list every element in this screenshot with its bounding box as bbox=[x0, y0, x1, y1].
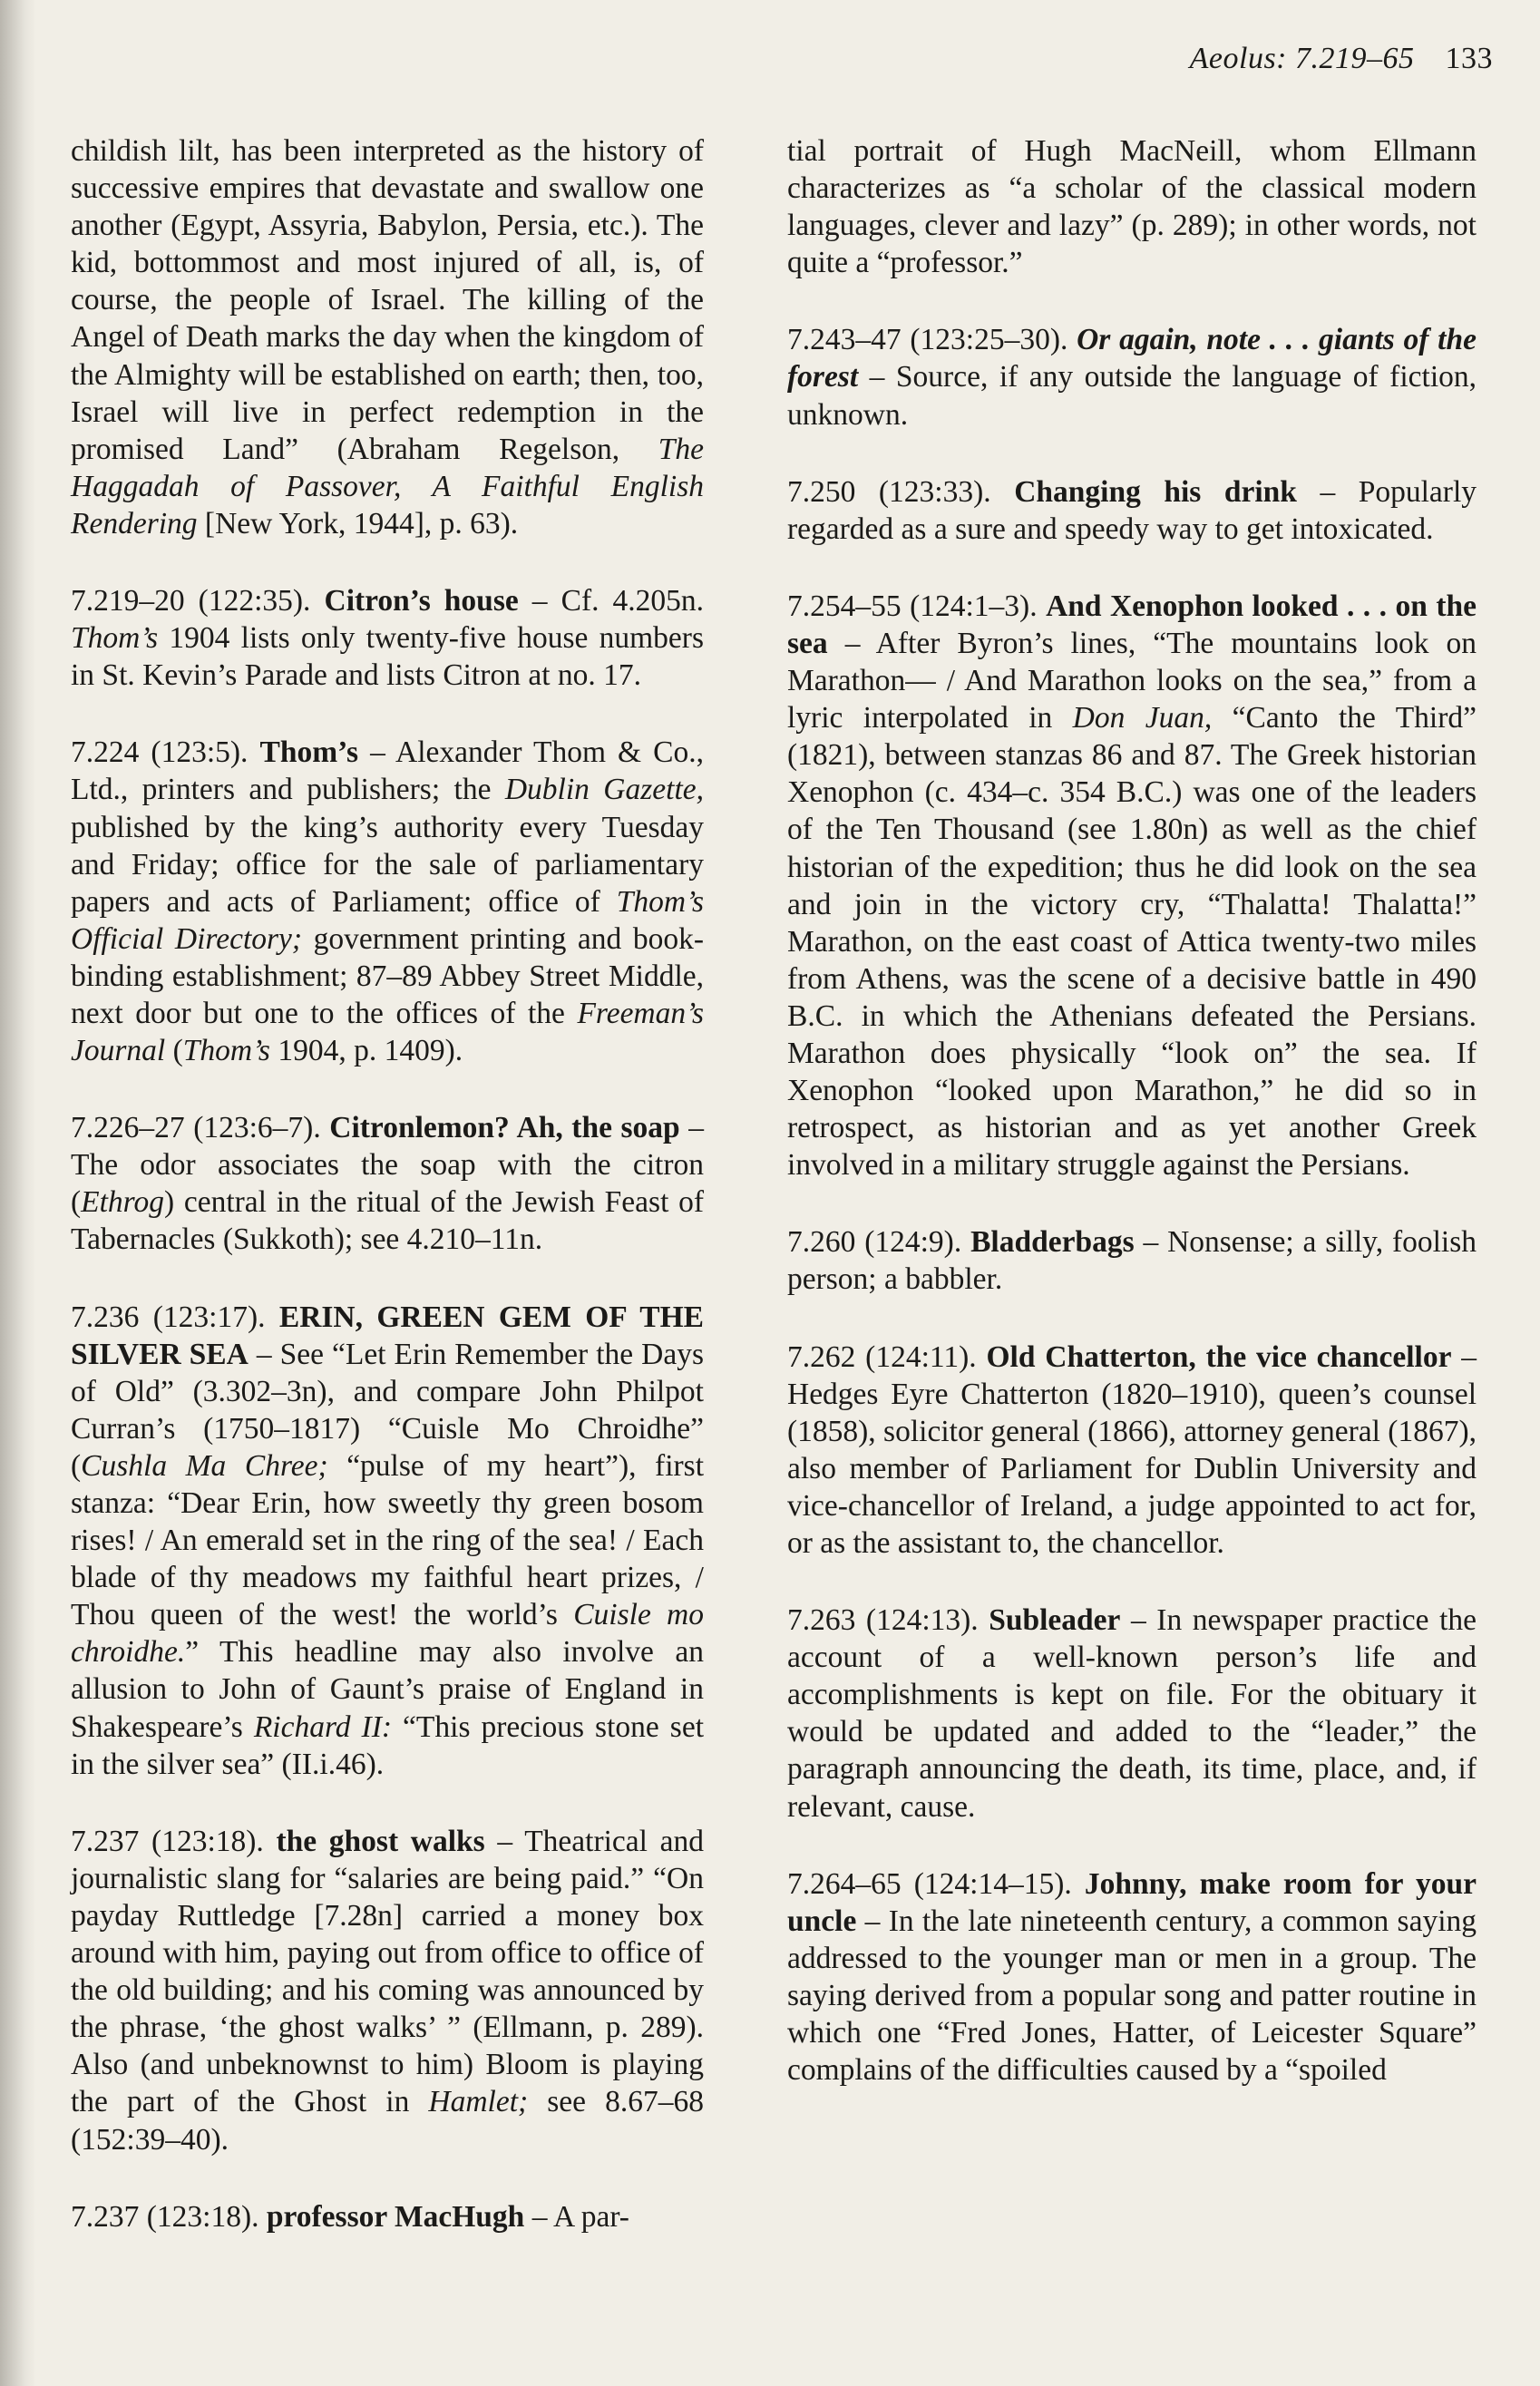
entry-lemma: professor MacHugh bbox=[266, 2199, 525, 2234]
running-head-title: Aeolus: 7.219–65 bbox=[1189, 42, 1415, 75]
entry-lemma: Citronlemon? Ah, the soap bbox=[329, 1111, 680, 1145]
entry-ref: 7.264–65 (124:14–15). bbox=[787, 1866, 1072, 1901]
entry-ref: 7.260 (124:9). bbox=[787, 1225, 962, 1260]
entry-lemma: ERIN, GREEN GEM OF THE SILVER SEA bbox=[71, 1300, 704, 1371]
entry-7-219: 7.219–20 (122:35). Citron’s house – Cf. 4.205n. Thom’s 1904 lists only twenty-five house numbers in St. Kevin’s Parade and lists Citron at no. 17. bbox=[71, 584, 705, 693]
entry-lemma: Subleader bbox=[989, 1603, 1121, 1638]
entry-ref: 7.243–47 (123:25–30). bbox=[787, 323, 1068, 357]
entry-ref: 7.237 (123:18). bbox=[71, 1824, 264, 1858]
entry-7-237-ghost: 7.237 (123:18). the ghost walks – Theatrical and journalistic slang for “salaries are being paid.” “On payday Ruttledge [7.28n] carried a money box around with him, paying out from office to office of the old building; and his coming was announced by the phrase, ‘the ghost walks’ ” (Ellmann, p. 289). Also (and unbeknownst to him) Bloom is playing the part of the Ghost in Hamlet; see 8.67–68 (152:39–40). bbox=[71, 1824, 704, 2157]
entry-7-264: 7.264–65 (124:14–15). Johnny, make room for your uncle – In the late nineteenth century, a common saying addressed to the younger man or men in a group. The saying derived from a popular song and patter routine in which one “Fred Jones, Hatter, of Leicester Square” complains of the difficulties caused by a “spoiled bbox=[787, 1866, 1477, 2088]
entry-7-237-machugh: 7.237 (123:18). professor MacHugh – A par- bbox=[71, 2199, 629, 2234]
entry-7-254: 7.254–55 (124:1–3). And Xenophon looked . . . on the sea – After Byron’s lines, “The mountains look on Marathon— / And Marathon looks on the sea,” from a lyric interpolated in Don Juan, “Canto the Third” (1821), between stanzas 86 and 87. The Greek historian Xenophon (c. 434–c. 354 B.C.) was one of the leaders of the Ten Thousand (see 1.80n) as well as the chief historian of the expedition; thus he did look on the sea and join in the victory cry, “Thalatta! Thalatta!” Marathon, on the east coast of Attica twenty-two miles from Athens, was the scene of a decisive battle in 490 B.C. in which the Athenians defeated the Persians. Marathon does physically “look on” the sea. If Xenophon “looked upon Marathon,” he did so in retrospect, as historian and as yet another Greek involved in a military struggle against the Persians. bbox=[787, 589, 1477, 1183]
running-head bbox=[1190, 42, 1493, 76]
entry-ref: 7.263 (124:13). bbox=[787, 1603, 979, 1638]
right-column bbox=[787, 132, 1477, 2128]
entry-7-226: 7.226–27 (123:6–7). Citronlemon? Ah, the soap – The odor associates the soap with the citron (Ethrog) central in the ritual of the Jewish Feast of Tabernacles (Sukkoth); see 4.210–11n. bbox=[71, 1111, 705, 1257]
entry-lemma: Or again, note . . . giants of the forest bbox=[787, 323, 1477, 394]
entry-ref: 7.219–20 (122:35). bbox=[71, 584, 311, 618]
entry-ref: 7.237 (123:18). bbox=[71, 2199, 259, 2234]
entry-lemma: the ghost walks bbox=[276, 1824, 485, 1858]
entry-lemma: Bladderbags bbox=[970, 1225, 1135, 1260]
left-column bbox=[71, 132, 704, 2275]
entry-7-236: 7.236 (123:17). ERIN, GREEN GEM OF THE SILVER SEA – See “Let Erin Remember the Days of Old” (3.302–3n), and compare John Philpot Curran’s (1750–1817) “Cuisle Mo Chroidhe” (Cushla Ma Chree; “pulse of my heart”), first stanza: “Dear Erin, how sweetly thy green bosom rises! / An emerald set in the ring of the sea! / Each blade of thy meadows my faithful heart prizes, / Thou queen of the west! the world’s Cuisle mo chroidhe.” This headline may also involve an allusion to John of Gaunt’s praise of England in Shakespeare’s Richard II: “This precious stone set in the silver sea” (II.i.46). bbox=[71, 1300, 705, 1781]
entry-lemma: Johnny, make room for your uncle bbox=[787, 1866, 1477, 1938]
entry-7-260: 7.260 (124:9). Bladderbags – Nonsense; a silly, foolish person; a babbler. bbox=[787, 1225, 1477, 1297]
entry-ref: 7.262 (124:11). bbox=[787, 1339, 977, 1374]
entry-lemma: And Xenophon looked . . . on the sea bbox=[787, 589, 1477, 660]
entry-7-263: 7.263 (124:13). Subleader – In newspaper practice the account of a well-known person’s life and accomplishments is kept on file. For the obituary it would be updated and added to the “leader,” the paragraph announcing the death, its time, place, and, if relevant, cause. bbox=[787, 1603, 1477, 1824]
entry-lemma: Old Chatterton, the vice chancellor bbox=[986, 1339, 1452, 1374]
entry-7-224: 7.224 (123:5). Thom’s – Alexander Thom & Co., Ltd., printers and publishers; the Dublin Gazette, published by the king’s authority every Tuesday and Friday; office for the sale of parliamentary papers and acts of Parliament; office of Thom’s Official Directory; government printing and book-binding establishment; 87–89 Abbey Street Middle, next door but one to the offices of the Freeman’s Journal (Thom’s 1904, p. 1409). bbox=[71, 735, 705, 1068]
entry-ref: 7.226–27 (123:6–7). bbox=[71, 1111, 321, 1145]
entry-7-262: 7.262 (124:11). Old Chatterton, the vice chancellor – Hedges Eyre Chatterton (1820–1910), queen’s counsel (1858), solicitor general (1866), attorney general (1867), also member of Parliament for Dublin University and vice-chancellor of Ireland, a judge appointed to act for, or as the assistant to, the chancellor. bbox=[787, 1339, 1477, 1560]
entry-7-243: 7.243–47 (123:25–30). Or again, note . . . giants of the forest – Source, if any outside the language of fiction, unknown. bbox=[787, 323, 1477, 432]
entry-lemma: Citron’s house bbox=[324, 584, 519, 618]
binding-shadow bbox=[0, 0, 36, 2386]
entry-lemma: Changing his drink bbox=[1014, 474, 1297, 509]
continued-paragraph: tial portrait of Hugh MacNeill, whom Ellmann characterizes as “a scholar of the classical modern languages, clever and lazy” (p. 289); in other words, not quite a “professor.” bbox=[787, 134, 1477, 280]
entry-lemma: Thom’s bbox=[259, 735, 359, 770]
entry-ref: 7.236 (123:17). bbox=[71, 1300, 266, 1334]
page-number: 133 bbox=[1445, 42, 1493, 75]
entry-ref: 7.224 (123:5). bbox=[71, 735, 249, 770]
entry-7-250: 7.250 (123:33). Changing his drink – Popularly regarded as a sure and speedy way to get intoxicated. bbox=[787, 474, 1477, 546]
entry-ref: 7.254–55 (124:1–3). bbox=[787, 589, 1038, 623]
continued-paragraph: childish lilt, has been interpreted as the history of successive empires that devastate and swallow one another (Egypt, Assyria, Babylon, Persia, etc.). The kid, bottommost and most injured of all, is, of course, the people of Israel. The killing of the Angel of Death marks the day when the kingdom of the Almighty will be established on earth; then, too, Israel will live in perfect redemption in the promised Land” (Abraham Regelson, The Haggadah of Passover, A Faithful English Rendering [New York, 1944], p. 63). bbox=[71, 134, 704, 541]
entry-ref: 7.250 (123:33). bbox=[787, 474, 991, 509]
